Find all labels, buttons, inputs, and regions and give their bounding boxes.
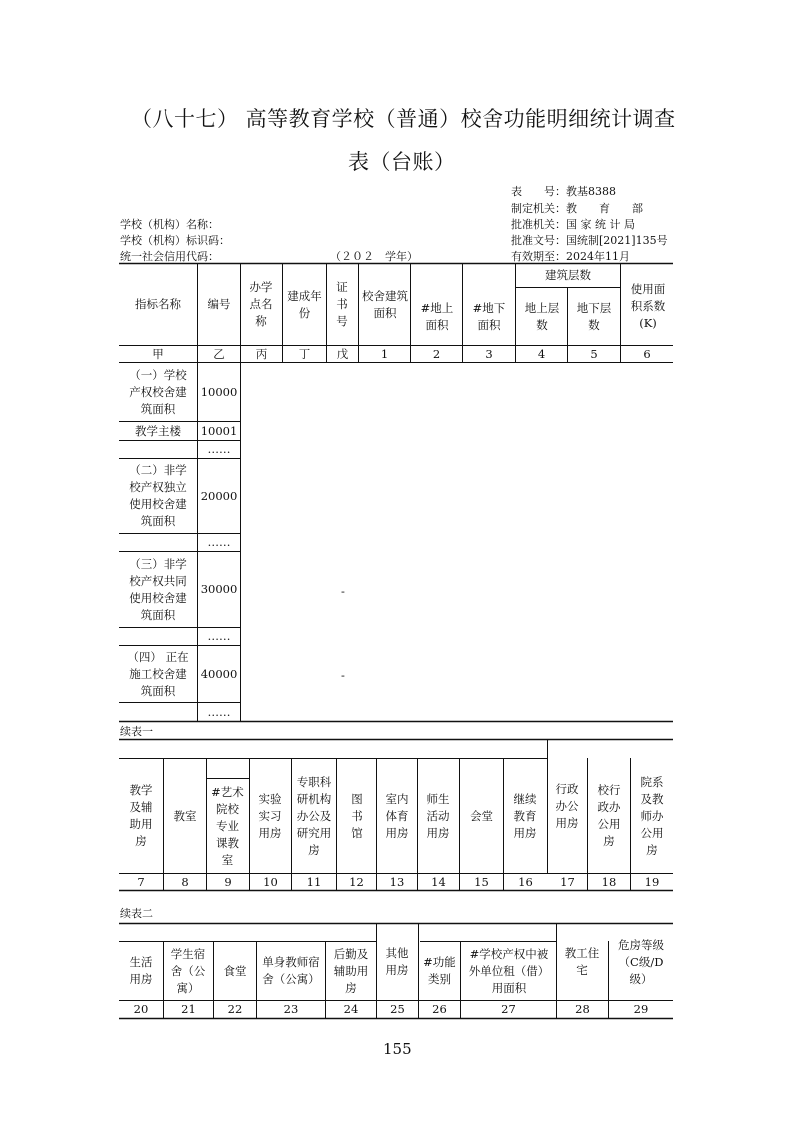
row-code: ……	[207, 535, 231, 549]
index-cell: 14	[431, 874, 446, 889]
index-cell: 26	[432, 1002, 447, 1016]
header-below-ground-area: #地下面积	[472, 300, 506, 332]
index-cell: 1	[380, 346, 389, 361]
header-school-admin-office: 校行政办公用房	[597, 783, 621, 848]
index-cell: 9	[224, 874, 232, 889]
made-by-authority: 制定机关：教 育 部	[511, 202, 643, 215]
header-dangerous-building-level: 危房等级（C级/D级）	[618, 937, 664, 986]
index-cell: 23	[283, 1002, 299, 1016]
header-building-area: 校舍建筑面积	[362, 288, 408, 320]
row-code: ……	[207, 442, 231, 456]
header-indoor-sports: 室内体育用房	[385, 791, 409, 840]
row-code: 10000	[200, 384, 238, 399]
header-logistics-rooms: 后勤及辅助用房	[333, 946, 369, 995]
row-code: ……	[207, 704, 231, 719]
header-floors-below: 地下层数	[576, 300, 612, 332]
index-cell: 25	[390, 1002, 405, 1016]
header-continuing-education: 继续教育用房	[513, 791, 537, 840]
index-cell: 10	[263, 874, 278, 889]
index-cell: 6	[643, 346, 651, 361]
header-department-office: 院系及教师办公用房	[640, 774, 664, 857]
index-cell: 8	[181, 874, 189, 889]
header-build-year: 建成年份	[287, 288, 322, 320]
index-cell: 24	[343, 1002, 359, 1016]
header-floor-count: 建筑层数	[545, 268, 591, 282]
header-research-rooms: 专职科研机构办公及研究用房	[296, 774, 332, 857]
header-site-name: 办学点名称	[249, 280, 273, 328]
header-classroom: 教室	[173, 808, 197, 823]
header-library: 图书馆	[351, 791, 363, 840]
approval-authority: 批准机关：国 家 统 计 局	[511, 218, 635, 231]
row-name: 教学主楼	[135, 423, 181, 438]
row-name: （三）非学校产权共同使用校舍建筑面积	[129, 556, 187, 622]
row-name: （四） 正在施工校舍建筑面积	[127, 649, 189, 698]
index-cell: 22	[227, 1002, 243, 1016]
header-teaching-rooms: 教学及辅助用房	[129, 783, 153, 848]
row-name: （二）非学校产权独立使用校舍建筑面积	[129, 463, 187, 528]
header-auditorium: 会堂	[470, 808, 493, 823]
continuation-label-2: 续表二	[120, 907, 153, 920]
header-floors-above: 地上层数	[524, 300, 560, 332]
header-function-category: #功能类别	[423, 955, 456, 986]
continuation-label-1: 续表一	[120, 725, 153, 738]
page-title-line1: （八十七） 高等教育学校（普通）校舍功能明细统计调查	[131, 107, 676, 131]
header-usage-coefficient: 使用面积系数(K)	[630, 282, 666, 330]
index-cell: 11	[306, 874, 322, 889]
header-staff-housing: 教工住宅	[564, 946, 600, 977]
index-cell: 丁	[298, 346, 311, 361]
header-canteen: 食堂	[223, 963, 247, 978]
index-cell: 7	[137, 874, 145, 889]
empty-dash: -	[341, 583, 345, 598]
index-cell: 21	[181, 1002, 196, 1016]
index-cell: 2	[432, 346, 441, 361]
credit-code-label: 统一社会信用代码：	[120, 250, 219, 263]
index-cell: 20	[133, 1002, 149, 1016]
index-cell: 丙	[255, 346, 268, 361]
page-title-line2: 表（台账）	[348, 150, 456, 174]
approval-number: 批准文号：国统制[2021]135号	[511, 234, 668, 247]
empty-dash: -	[341, 667, 345, 682]
header-above-ground-area: #地上面积	[420, 300, 454, 332]
index-cell: 16	[518, 874, 533, 889]
header-admin-office: 行政办公用房	[555, 782, 579, 830]
index-cell: 29	[633, 1002, 649, 1016]
index-cell: 4	[537, 346, 546, 361]
header-code: 编号	[207, 297, 231, 311]
header-teacher-dorm: 单身教师宿舍（公寓）	[262, 955, 320, 986]
index-cell: 18	[601, 874, 617, 889]
header-activity-rooms: 师生活动用房	[426, 791, 450, 840]
index-cell: 乙	[213, 346, 225, 361]
index-cell: 19	[644, 874, 660, 889]
row-code: 40000	[200, 666, 238, 681]
header-art-classroom: #艺术院校专业课教室	[211, 784, 244, 867]
index-cell: 13	[389, 874, 405, 889]
row-name: （一）学校产权校舍建筑面积	[129, 367, 187, 416]
header-lab-rooms: 实验实习用房	[258, 791, 282, 840]
row-code: ……	[207, 629, 231, 643]
header-leased-area: #学校产权中被外单位租（借）用面积	[468, 946, 550, 995]
row-code: 10001	[200, 423, 238, 438]
index-cell: 28	[575, 1002, 590, 1016]
header-indicator-name: 指标名称	[135, 297, 181, 311]
index-cell: 27	[501, 1002, 516, 1016]
row-code: 20000	[200, 488, 238, 503]
index-cell: 15	[474, 874, 489, 889]
school-id-label: 学校（机构）标识码：	[120, 234, 230, 247]
header-other-rooms: 其他用房	[385, 946, 409, 977]
page-number: 155	[383, 1040, 412, 1058]
row-code: 30000	[200, 582, 238, 596]
school-name-label: 学校（机构）名称：	[120, 218, 219, 231]
table-number: 表 号：教基8388	[511, 185, 616, 198]
header-certificate-no: 证书号	[336, 280, 348, 328]
school-year-label: （２０２ 学年）	[330, 250, 418, 263]
index-cell: 17	[560, 874, 575, 889]
header-living-rooms: 生活用房	[129, 955, 153, 986]
index-cell: 戊	[336, 346, 349, 361]
index-cell: 5	[590, 346, 598, 361]
index-cell: 3	[485, 346, 493, 361]
header-student-dorm: 学生宿舍（公寓）	[170, 946, 206, 995]
valid-until: 有效期至：2024年11月	[511, 250, 630, 263]
index-cell: 12	[349, 874, 364, 889]
index-cell: 甲	[152, 346, 164, 361]
